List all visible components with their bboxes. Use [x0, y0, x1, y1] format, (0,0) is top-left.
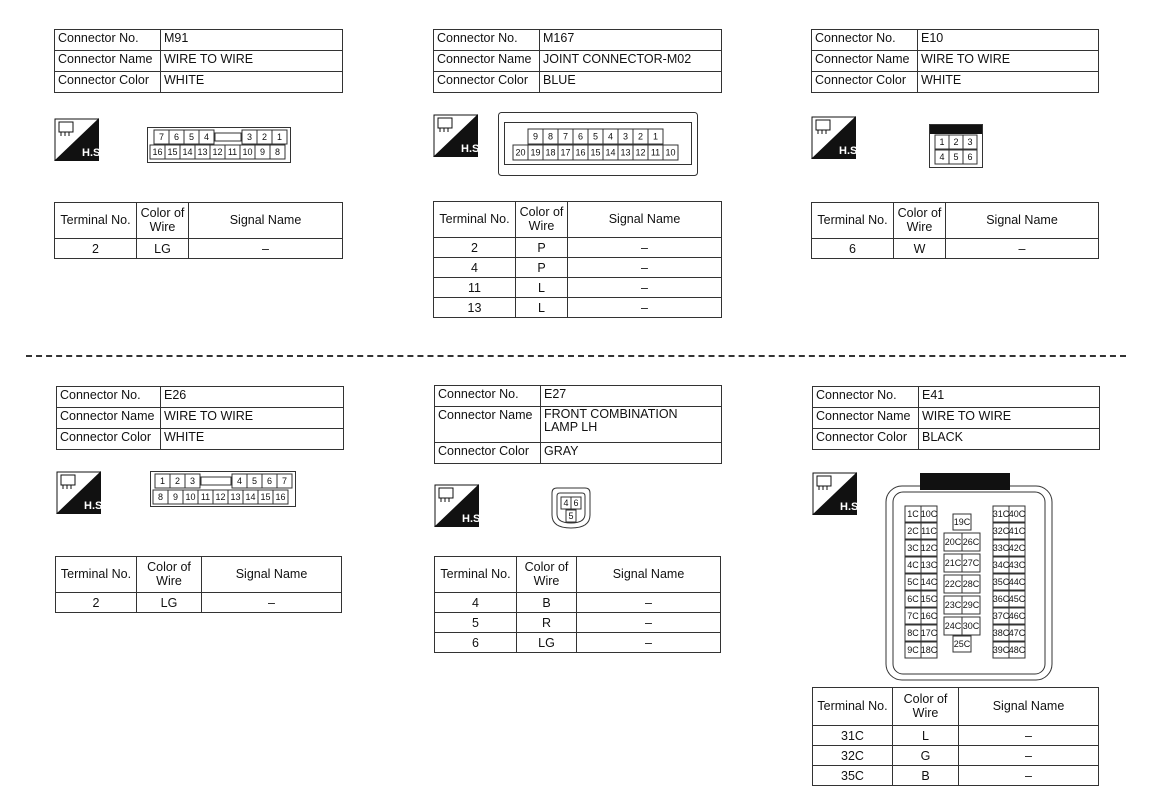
pin-label: 15C — [920, 594, 938, 605]
label-connector-name: Connector Name — [57, 408, 161, 429]
pin-label: 6 — [266, 476, 273, 487]
connector-no-value: E10 — [918, 30, 1099, 51]
pin-label: 6 — [967, 152, 973, 163]
signal-name: – — [568, 278, 722, 298]
terminal-no: 5 — [435, 613, 517, 633]
pin-label: 11 — [227, 147, 238, 158]
th-color-of-wire: Color of Wire — [516, 202, 568, 238]
label-connector-color: Connector Color — [435, 443, 541, 464]
connector-pin — [215, 133, 241, 141]
th-signal-name: Signal Name — [189, 203, 343, 239]
pin-label: 20 — [515, 147, 526, 158]
pin-label: 13C — [920, 560, 938, 571]
label-connector-no: Connector No. — [812, 30, 918, 51]
terminal-table-e27 — [434, 556, 721, 653]
th-color-of-wire: Color of Wire — [137, 557, 202, 593]
pin-label: 39C — [992, 645, 1010, 656]
signal-name: – — [946, 239, 1099, 259]
pin-label: 14 — [182, 147, 193, 158]
label-connector-name: Connector Name — [55, 51, 161, 72]
table-row — [813, 726, 1099, 746]
hs-icon — [54, 118, 104, 161]
terminal-no: 4 — [435, 593, 517, 613]
pin-label: 4C — [907, 560, 919, 571]
label-connector-no: Connector No. — [55, 30, 161, 51]
pin-label: 32C — [992, 526, 1010, 537]
connector-color-value: WHITE — [918, 72, 1099, 93]
label-connector-no: Connector No. — [813, 387, 919, 408]
wire-color: L — [516, 278, 568, 298]
label-connector-color: Connector Color — [434, 72, 540, 93]
th-signal-name: Signal Name — [577, 557, 721, 593]
label-connector-color: Connector Color — [812, 72, 918, 93]
label-connector-name: Connector Name — [434, 51, 540, 72]
pin-label: 14 — [245, 492, 256, 503]
pin-label: 9 — [259, 147, 266, 158]
pin-label: 2 — [174, 476, 181, 487]
wire-color: L — [893, 726, 959, 746]
th-terminal-no: Terminal No. — [434, 202, 516, 238]
table-row — [434, 258, 722, 278]
pin-label: 6C — [907, 594, 919, 605]
pin-label: 5 — [953, 152, 959, 163]
pin-label: 22C — [944, 579, 962, 590]
pin-label: 8 — [274, 147, 281, 158]
pin-label: 16 — [275, 492, 286, 503]
pin-label: 1 — [939, 137, 945, 148]
th-signal-name: Signal Name — [568, 202, 722, 238]
hs-label: H.S. — [462, 513, 484, 525]
table-row — [434, 278, 722, 298]
pin-label: 11C — [921, 526, 937, 537]
table-row — [56, 593, 342, 613]
pin-label: 27C — [962, 558, 980, 569]
pin-label: 10 — [665, 147, 676, 158]
table-row — [434, 238, 722, 258]
pin-label: 35C — [992, 577, 1010, 588]
wire-color: LG — [137, 239, 189, 259]
signal-name: – — [568, 238, 722, 258]
pin-label: 4 — [236, 476, 243, 487]
pin-label: 12 — [212, 147, 223, 158]
th-terminal-no: Terminal No. — [435, 557, 517, 593]
pin-label: 5 — [592, 131, 599, 142]
pin-label: 7 — [281, 476, 288, 487]
terminal-no: 11 — [434, 278, 516, 298]
connector-color-value: BLUE — [540, 72, 722, 93]
hs-icon — [811, 116, 861, 159]
pin-label: 2C — [907, 526, 919, 537]
terminal-no: 2 — [434, 238, 516, 258]
terminal-no: 32C — [813, 746, 893, 766]
pin-label: 19 — [530, 147, 541, 158]
pin-label: 18 — [545, 147, 556, 158]
label-connector-color: Connector Color — [55, 72, 161, 93]
pin-label: 45C — [1008, 594, 1026, 605]
pin-label: 11 — [650, 147, 661, 158]
pin-label: 37C — [992, 611, 1010, 622]
pin-label: 3 — [189, 476, 196, 487]
terminal-table-e26 — [55, 556, 342, 613]
connector-color-value: WHITE — [161, 72, 343, 93]
pin-label: 31C — [992, 509, 1010, 520]
terminal-table-m167 — [433, 201, 722, 318]
hs-icon — [812, 472, 862, 515]
connector-color-value: BLACK — [919, 429, 1100, 450]
pin-label: 10 — [242, 147, 253, 158]
pin-label: 11 — [200, 492, 211, 503]
pin-label: 2 — [637, 131, 644, 142]
pin-label: 12 — [635, 147, 646, 158]
pin-label: 28C — [962, 579, 980, 590]
pin-label: 6 — [173, 132, 180, 143]
signal-name: – — [959, 746, 1099, 766]
terminal-table-e41 — [812, 687, 1099, 786]
pin-label: 13 — [197, 147, 208, 158]
th-color-of-wire: Color of Wire — [894, 203, 946, 239]
terminal-no: 2 — [55, 239, 137, 259]
th-signal-name: Signal Name — [959, 688, 1099, 726]
hs-label: H.S. — [461, 143, 483, 155]
connector-info-m91 — [54, 29, 343, 93]
pin-label: 15 — [260, 492, 271, 503]
th-signal-name: Signal Name — [202, 557, 342, 593]
terminal-no: 31C — [813, 726, 893, 746]
pin-label: 34C — [992, 560, 1010, 571]
th-color-of-wire: Color of Wire — [137, 203, 189, 239]
pin-label: 5 — [188, 132, 195, 143]
terminal-no: 13 — [434, 298, 516, 318]
signal-name: – — [568, 298, 722, 318]
pin-label: 9 — [172, 492, 179, 503]
connector-info-e41 — [812, 386, 1100, 450]
section-divider — [26, 355, 1126, 357]
connector-face-m91 — [147, 127, 291, 163]
pin-label: 13 — [620, 147, 631, 158]
connector-no-value: E41 — [919, 387, 1100, 408]
pin-label: 26C — [962, 537, 980, 548]
pin-label: 5C — [907, 577, 919, 588]
connector-info-e10 — [811, 29, 1099, 93]
connector-face-m167 — [498, 112, 698, 176]
pin-label: 43C — [1008, 560, 1026, 571]
pin-label: 44C — [1008, 577, 1026, 588]
pin-label: 36C — [992, 594, 1010, 605]
connector-name-value: FRONT COMBINATION LAMP LH — [541, 407, 722, 443]
wire-color: P — [516, 238, 568, 258]
wire-color: B — [893, 766, 959, 786]
th-terminal-no: Terminal No. — [56, 557, 137, 593]
pin-label: 3 — [967, 137, 973, 148]
wire-color: G — [893, 746, 959, 766]
pin-label: 20C — [944, 537, 962, 548]
terminal-no: 6 — [435, 633, 517, 653]
label-connector-no: Connector No. — [434, 30, 540, 51]
connector-pin — [201, 477, 231, 485]
connector-name-value: WIRE TO WIRE — [919, 408, 1100, 429]
signal-name: – — [568, 258, 722, 278]
pin-label: 9C — [907, 645, 919, 656]
pin-label: 9 — [532, 131, 539, 142]
connector-no-value: M167 — [540, 30, 722, 51]
pin-label: 16 — [152, 147, 163, 158]
hs-label: H.S. — [84, 500, 106, 512]
wire-color: LG — [137, 593, 202, 613]
pin-label: 8C — [907, 628, 919, 639]
signal-name: – — [202, 593, 342, 613]
label-connector-no: Connector No. — [57, 387, 161, 408]
pin-label: 1C — [907, 509, 919, 520]
pin-label: 33C — [992, 543, 1010, 554]
pin-label: 8 — [157, 492, 164, 503]
pin-label: 1 — [652, 131, 659, 142]
pin-label: 8 — [547, 131, 554, 142]
pin-label: 41C — [1008, 526, 1026, 537]
pin-label: 38C — [992, 628, 1010, 639]
pin-label: 10C — [920, 509, 938, 520]
table-row — [435, 593, 721, 613]
th-terminal-no: Terminal No. — [813, 688, 893, 726]
connector-face-e26 — [150, 471, 296, 507]
pin-label: 7 — [562, 131, 569, 142]
connector-name-value: JOINT CONNECTOR-M02 — [540, 51, 722, 72]
table-row — [55, 239, 343, 259]
pin-label: 17C — [920, 628, 938, 639]
terminal-no: 2 — [56, 593, 137, 613]
pin-label: 16C — [920, 611, 938, 622]
pin-label: 29C — [962, 600, 980, 611]
wire-color: P — [516, 258, 568, 278]
connector-face-e41 — [885, 472, 1053, 682]
th-color-of-wire: Color of Wire — [517, 557, 577, 593]
pin-label: 24C — [944, 621, 962, 632]
hs-icon — [433, 114, 483, 157]
hs-label: H.S. — [840, 501, 862, 513]
table-row — [434, 298, 722, 318]
pin-label: 48C — [1008, 645, 1026, 656]
pin-label: 15 — [167, 147, 178, 158]
pin-label: 4 — [203, 132, 210, 143]
connector-info-e26 — [56, 386, 344, 450]
pin-label: 12C — [920, 543, 938, 554]
pin-label: 12 — [215, 492, 226, 503]
pin-label: 2 — [261, 132, 268, 143]
terminal-no: 6 — [812, 239, 894, 259]
connector-name-value: WIRE TO WIRE — [161, 408, 344, 429]
pin-label: 25C — [953, 639, 971, 650]
th-signal-name: Signal Name — [946, 203, 1099, 239]
wire-color: LG — [517, 633, 577, 653]
table-row — [812, 239, 1099, 259]
pin-label: 3 — [622, 131, 629, 142]
hs-label: H.S. — [839, 145, 861, 157]
pin-label: 14C — [920, 577, 938, 588]
wire-color: L — [516, 298, 568, 318]
pin-label: 1 — [276, 132, 283, 143]
connector-name-value: WIRE TO WIRE — [161, 51, 343, 72]
pin-label: 30C — [962, 621, 980, 632]
signal-name: – — [959, 726, 1099, 746]
pin-label: 2 — [953, 137, 959, 148]
terminal-table-e10 — [811, 202, 1099, 259]
pin-label: 42C — [1008, 543, 1026, 554]
label-connector-color: Connector Color — [57, 429, 161, 450]
signal-name: – — [189, 239, 343, 259]
label-connector-color: Connector Color — [813, 429, 919, 450]
connector-name-value: WIRE TO WIRE — [918, 51, 1099, 72]
pin-label: 1 — [159, 476, 166, 487]
pin-label: 4 — [607, 131, 614, 142]
table-row — [435, 633, 721, 653]
connector-no-value: M91 — [161, 30, 343, 51]
pin-label: 4 — [939, 152, 945, 163]
pin-label: 16 — [575, 147, 586, 158]
table-row — [435, 613, 721, 633]
connector-no-value: E27 — [541, 386, 722, 407]
pin-label: 46C — [1008, 611, 1026, 622]
hs-icon — [56, 471, 106, 514]
th-terminal-no: Terminal No. — [812, 203, 894, 239]
table-row — [813, 766, 1099, 786]
signal-name: – — [959, 766, 1099, 786]
connector-info-e27 — [434, 385, 722, 464]
label-connector-no: Connector No. — [435, 386, 541, 407]
pin-label: 5 — [251, 476, 258, 487]
pin-label: 14 — [605, 147, 616, 158]
connector-info-m167 — [433, 29, 722, 93]
hs-label: H.S. — [82, 147, 104, 159]
pin-label: 17 — [560, 147, 571, 158]
terminal-no: 4 — [434, 258, 516, 278]
pin-label: 3 — [246, 132, 253, 143]
pin-label: 15 — [590, 147, 601, 158]
connector-face-e27 — [551, 487, 591, 529]
table-row — [813, 746, 1099, 766]
pin-label: 19C — [953, 517, 971, 528]
pin-label: 23C — [944, 600, 962, 611]
pin-label: 4 — [563, 498, 569, 509]
wire-color: R — [517, 613, 577, 633]
signal-name: – — [577, 593, 721, 613]
connector-face-e10 — [929, 124, 983, 168]
pin-label: 7C — [907, 611, 919, 622]
pin-label: 47C — [1008, 628, 1026, 639]
pin-label: 3C — [907, 543, 919, 554]
wire-color: W — [894, 239, 946, 259]
pin-label: 13 — [230, 492, 241, 503]
pin-label: 18C — [920, 645, 938, 656]
label-connector-name: Connector Name — [435, 407, 541, 443]
pin-label: 7 — [158, 132, 165, 143]
pin-label: 21C — [944, 558, 962, 569]
label-connector-name: Connector Name — [812, 51, 918, 72]
pin-label: 5 — [568, 511, 574, 522]
th-terminal-no: Terminal No. — [55, 203, 137, 239]
pin-label: 10 — [185, 492, 196, 503]
pin-label: 40C — [1008, 509, 1026, 520]
signal-name: – — [577, 613, 721, 633]
wire-color: B — [517, 593, 577, 613]
hs-icon — [434, 484, 484, 527]
connector-color-value: GRAY — [541, 443, 722, 464]
pin-label: 6 — [577, 131, 584, 142]
connector-color-value: WHITE — [161, 429, 344, 450]
terminal-no: 35C — [813, 766, 893, 786]
connector-no-value: E26 — [161, 387, 344, 408]
pin-label: 6 — [573, 498, 579, 509]
label-connector-name: Connector Name — [813, 408, 919, 429]
th-color-of-wire: Color of Wire — [893, 688, 959, 726]
terminal-table-m91 — [54, 202, 343, 259]
signal-name: – — [577, 633, 721, 653]
